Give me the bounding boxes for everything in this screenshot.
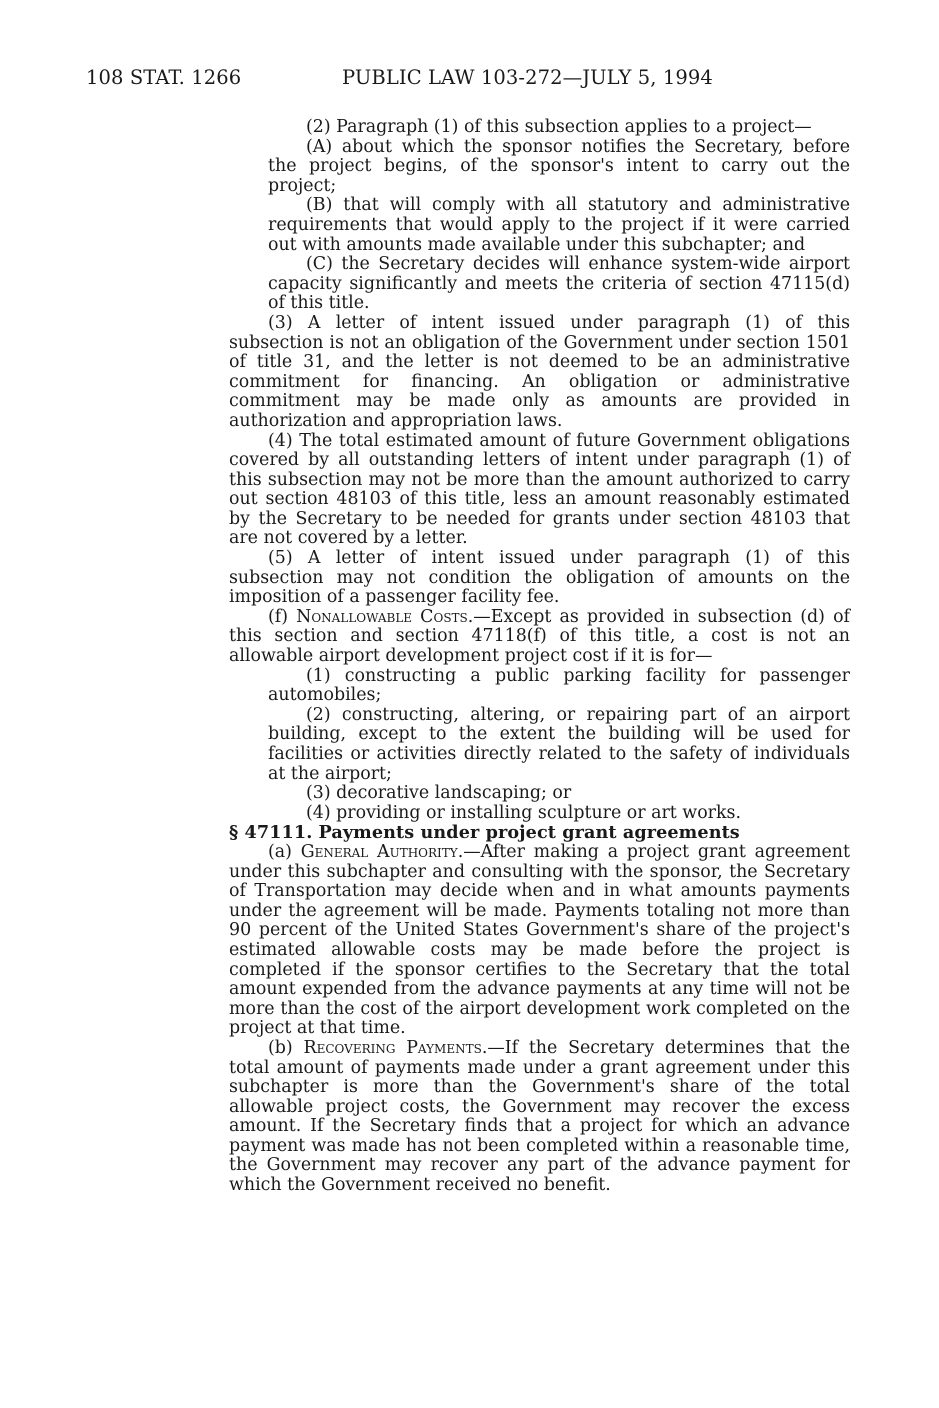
public-law-reference: PUBLIC LAW 103-272—JULY 5, 1994 (342, 66, 713, 89)
subsection-b-text: .—If the Secretary determines that the total amount of payments made under a grant agreement under this subchapter is more than the Government's share of the total allowable project costs, the Government may recover the excess amount. If the Secretary finds that a project for which an advance payment was made has not been completed within a reasonable time, the Government may recover any part of the advance payment for which the Government received no benefit. (229, 1037, 850, 1196)
subsection-b (229, 1039, 850, 1196)
subsection-b-label: (b) (268, 1037, 304, 1058)
paragraph-e2-c: (C) the Secretary decides will enhance system-wide airport capacity significantly and meets the criteria of section 47115(d) of this title. (268, 254, 850, 314)
subsection-a (229, 843, 850, 1039)
subsection-f-caption: Nonallowable Costs (296, 606, 468, 627)
subsection-f-item-4: (4) providing or installing sculpture or art works. (306, 802, 741, 823)
subsection-f (229, 608, 850, 667)
paragraph-e2: (2) Paragraph (1) of this subsection applies to a project— (306, 117, 812, 137)
subsection-a-label: (a) (268, 841, 301, 862)
subsection-f-item-3: (3) decorative landscaping; or (306, 783, 572, 804)
subsection-f-item-2: (2) constructing, altering, or repairing part of an airport building, except to the extent the building will be used for facilities or activities directly related to the safety of individuals at the airport; (268, 704, 850, 784)
statute-body (229, 118, 850, 1196)
subsection-f-item-1: (1) constructing a public parking facility for passenger automobiles; (268, 665, 850, 706)
section-title: Payments under project grant agreements (318, 822, 740, 844)
section-number: § 47111. (229, 822, 313, 844)
subsection-a-caption: General Authority (300, 841, 458, 862)
paragraph-e2-b: (B) that will comply with all statutory and administrative requirements that would apply to the project if it were carried out with amounts made available under this subchapter; and (268, 195, 850, 255)
subsection-b-caption: Recovering Payments (303, 1037, 482, 1058)
stat-reference: 108 STAT. 1266 (86, 66, 242, 89)
paragraph-e4: (4) The total estimated amount of future Government obligations covered by all outstanding letters of intent under paragraph (1) of this subsection may not be more than the amount authorized to carry out section 48103 of this title, less an amount reasonably estimated by the Secretary to be needed for grants under section 48103 that are not covered by a letter. (229, 430, 850, 549)
subsection-a-text: .—After making a project grant agreement under this subchapter and consulting with the sponsor, the Secretary of Transportation may decide when and in what amounts payments under the agreement will be made. Payments totaling not more than 90 percent of the United States Government's share of the project's estimated allowable costs may be made before the project is completed if the sponsor certifies to the Secretary that the total amount expended from the advance payments at any time will not be more than the cost of the airport development work completed on the project at that time. (229, 841, 850, 1039)
paragraph-e2-a: (A) about which the sponsor notifies the Secretary, before the project begins, of the sponsor's intent to carry out the project; (268, 136, 850, 196)
paragraph-e3: (3) A letter of intent issued under paragraph (1) of this subsection is not an obligation of the Government under section 1501 of title 31, and the letter is not deemed to be an administrative commitment for financing. An obligation or administrative commitment may be made only as amounts are provided in authorization and appropriation laws. (229, 312, 850, 431)
section-heading (229, 823, 850, 843)
paragraph-e5: (5) A letter of intent issued under paragraph (1) of this subsection may not condition the obligation of amounts on the imposition of a passenger facility fee. (229, 548, 850, 608)
subsection-f-label: (f) (268, 606, 297, 627)
subsection-f-text: .—Except as provided in subsection (d) of this section and section 47118(f) of this title, a cost is not an allowable airport development project cost if it is for— (229, 606, 850, 667)
